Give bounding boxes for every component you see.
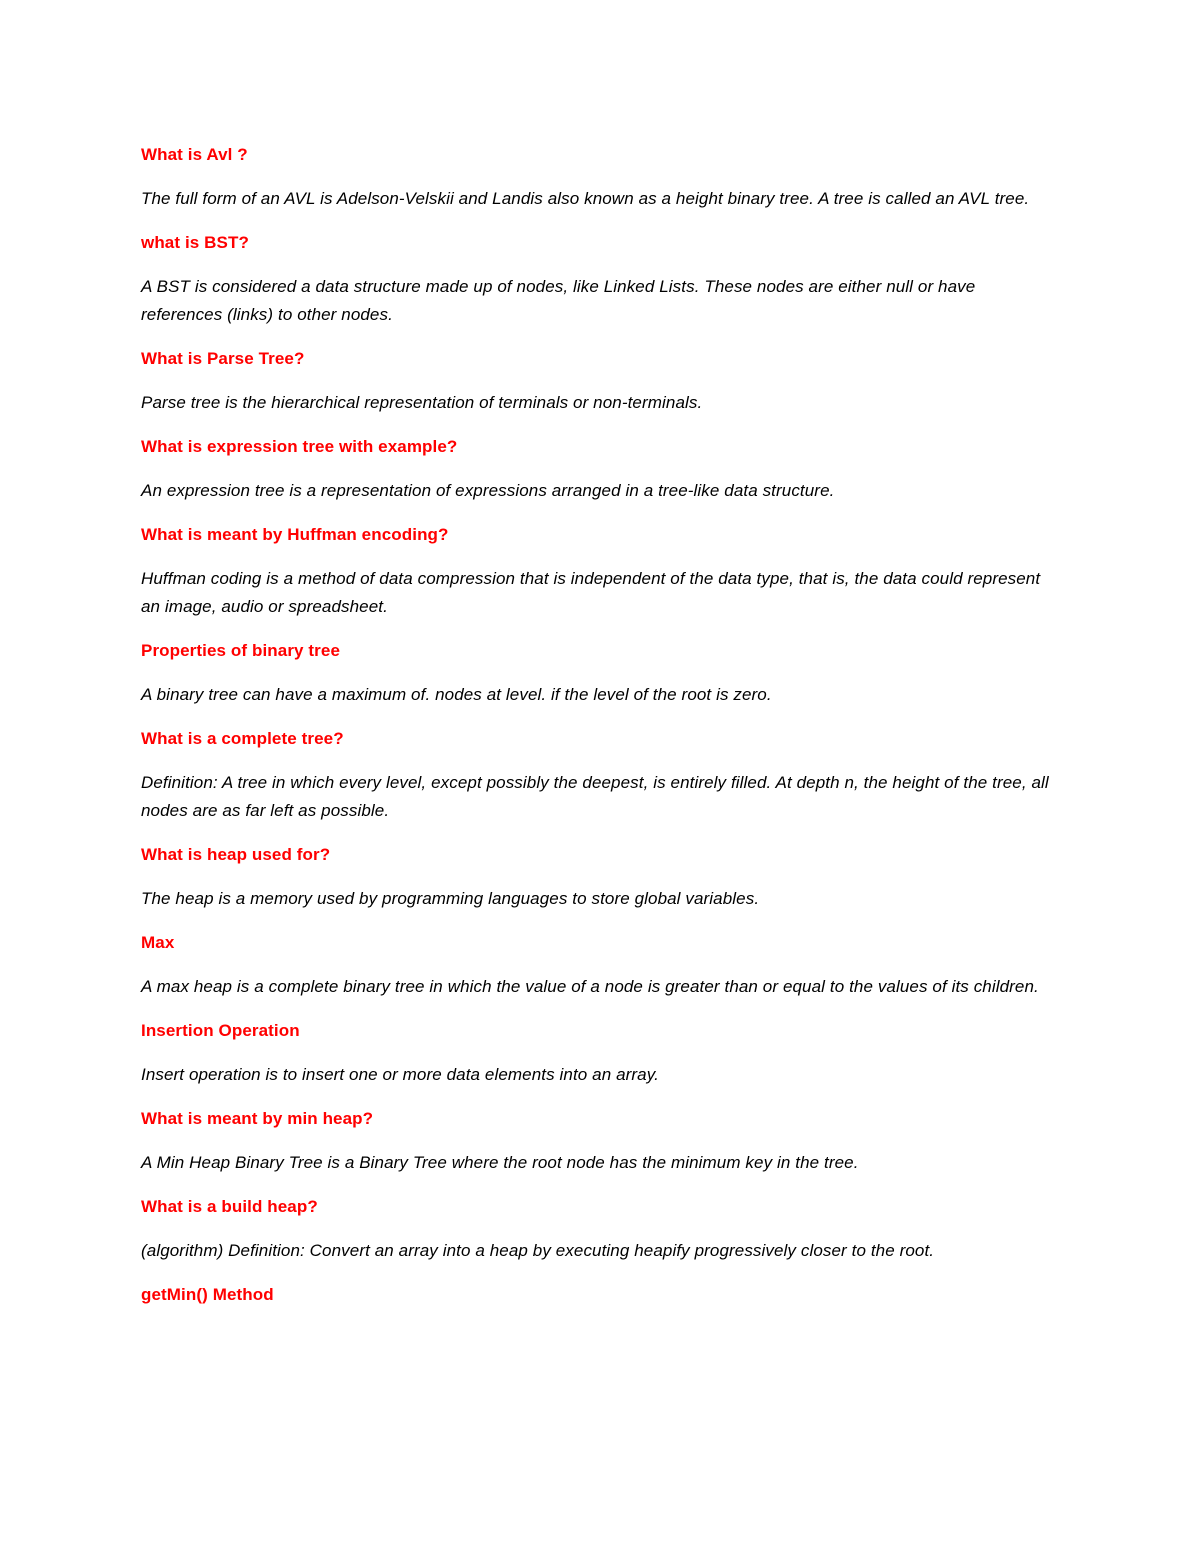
question-min-heap: What is meant by min heap? [141,1109,374,1128]
question-build-heap: What is a build heap? [141,1197,318,1216]
answer-min-heap: A Min Heap Binary Tree is a Binary Tree where the root node has the minimum key in the tree. [141,1153,859,1172]
answer-binary-tree-properties: A binary tree can have a maximum of. nodes at level. if the level of the root is zero. [141,685,772,704]
answer-bst: A BST is considered a data structure made up of nodes, like Linked Lists. These nodes are either null or have references (links) to other nodes. [141,277,976,324]
question-avl: What is Avl ? [141,145,248,164]
answer-max: A max heap is a complete binary tree in which the value of a node is greater than or equal to the values of its children. [141,977,1039,996]
answer-complete-tree: Definition: A tree in which every level, except possibly the deepest, is entirely filled. At depth n, the height of the tree, all nodes are as far left as possible. [141,773,1049,820]
answer-build-heap: (algorithm) Definition: Convert an array into a heap by executing heapify progressively closer to the root. [141,1241,935,1260]
answer-parse-tree: Parse tree is the hierarchical representation of terminals or non-terminals. [141,393,703,412]
answer-insertion: Insert operation is to insert one or more data elements into an array. [141,1065,659,1084]
question-heap-use: What is heap used for? [141,845,331,864]
question-expression-tree: What is expression tree with example? [141,437,458,456]
answer-huffman: Huffman coding is a method of data compression that is independent of the data type, that is, the data could represent an image, audio or spreadsheet. [141,569,1041,616]
question-getmin: getMin() Method [141,1285,274,1304]
question-binary-tree-properties: Properties of binary tree [141,641,341,660]
question-max: Max [141,933,175,952]
answer-heap-use: The heap is a memory used by programming languages to store global variables. [141,889,760,908]
question-bst: what is BST? [141,233,249,252]
question-huffman: What is meant by Huffman encoding? [141,525,449,544]
question-parse-tree: What is Parse Tree? [141,349,305,368]
document-page [141,141,1056,1325]
question-complete-tree: What is a complete tree? [141,729,344,748]
answer-expression-tree: An expression tree is a representation of expressions arranged in a tree-like data structure. [141,481,835,500]
question-insertion: Insertion Operation [141,1021,300,1040]
answer-avl: The full form of an AVL is Adelson-Velskii and Landis also known as a height binary tree. A tree is called an AVL tree. [141,189,1030,208]
